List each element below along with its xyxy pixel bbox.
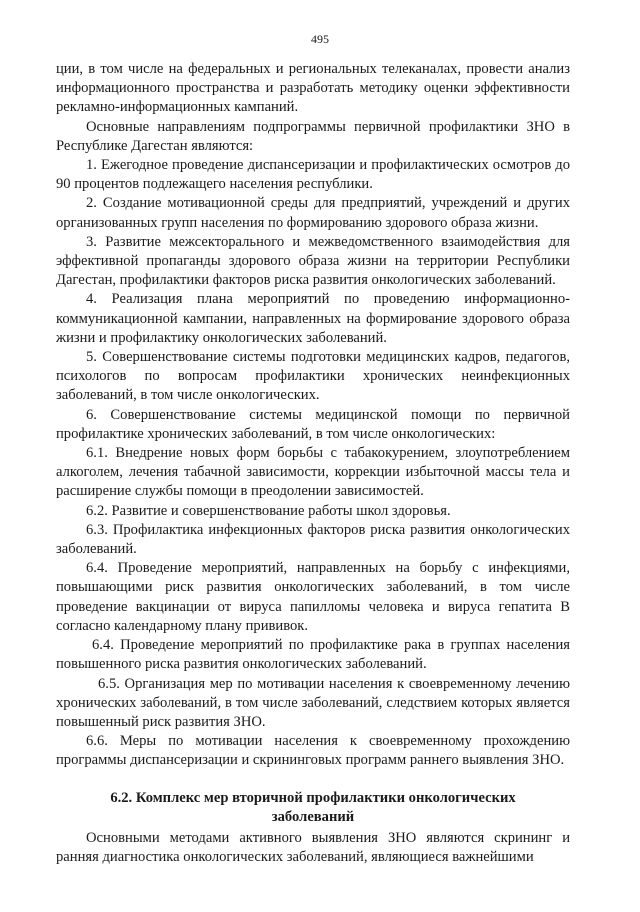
list-item: 6.4. Проведение мероприятий по профилактике рака в группах населения повышенного риска развития онкологических заболеваний. <box>56 637 570 673</box>
list-item: 1. Ежегодное проведение диспансеризации и профилактических осмотров до 90 процентов подлежащего населения республики. <box>56 157 570 193</box>
list-item: 6.1. Внедрение новых форм борьбы с табакокурением, злоупотреблением алкоголем, лечения табачной зависимости, коррекции избыточной массы тела и расширение службы помощи в преодолении зависимостей. <box>56 445 570 500</box>
list-item: 6.2. Развитие и совершенствование работы школ здоровья. <box>86 502 451 519</box>
page-number: 495 <box>311 32 329 46</box>
list-item: 6.3. Профилактика инфекционных факторов риска развития онкологических заболеваний. <box>56 521 570 558</box>
section-heading <box>56 789 570 827</box>
paragraph: Основными методами активного выявления ЗНО являются скрининг и ранняя диагностика онкологических заболеваний, являющиеся важнейшими <box>56 829 570 865</box>
list-item: 3. Развитие межсекторального и межведомственного взаимодействия для эффективной пропаганды здорового образа жизни на территории Республики Дагестан, профилактики факторов риска развития онкологических заболеваний. <box>56 233 570 289</box>
paragraph: ции, в том числе на федеральных и региональных телеканалах, провести анализ информационного пространства и разработать методику оценки эффективности рекламно-информационных кампаний. <box>56 61 570 116</box>
list-item: 5. Совершенствование системы подготовки медицинских кадров, педагогов, психологов по вопросам профилактики хронических неинфекционных заболеваний, в том числе онкологических. <box>56 349 570 404</box>
paragraph: Основные направлениям подпрограммы первичной профилактики ЗНО в Республике Дагестан являются: <box>56 118 570 154</box>
section-heading-line: заболеваний <box>271 808 355 825</box>
list-item: 6.6. Меры по мотивации населения к своевременному прохождению программы диспансеризации и скрининговых программ раннего выявления ЗНО. <box>56 733 570 769</box>
list-item: 2. Создание мотивационной среды для предприятий, учреждений и других организованных групп населения по формированию здорового образа жизни. <box>56 195 570 231</box>
section-heading-line: 6.2. Комплекс мер вторичной профилактики онкологических <box>110 789 516 806</box>
list-item: 6. Совершенствование системы медицинской помощи по первичной профилактике хронических заболеваний, в том числе онкологических: <box>56 406 570 442</box>
list-item: 6.5. Организация мер по мотивации населения к своевременному лечению хронических заболеваний, в том числе заболеваний, следствием которых является повышенный риск развития ЗНО. <box>56 675 570 730</box>
list-item: 6.4. Проведение мероприятий, направленных на борьбу с инфекциями, повышающими риск развития онкологических заболеваний, в том числе проведение вакцинации от вируса папилломы человека и вируса гепатита В согласно календарному плану прививок. <box>56 560 570 634</box>
document-body <box>56 60 570 867</box>
list-item: 4. Реализация плана мероприятий по проведению информационно- коммуникационной кампании, направленных на формирование здорового образа жизни и профилактику онкологических заболеваний. <box>56 291 570 346</box>
